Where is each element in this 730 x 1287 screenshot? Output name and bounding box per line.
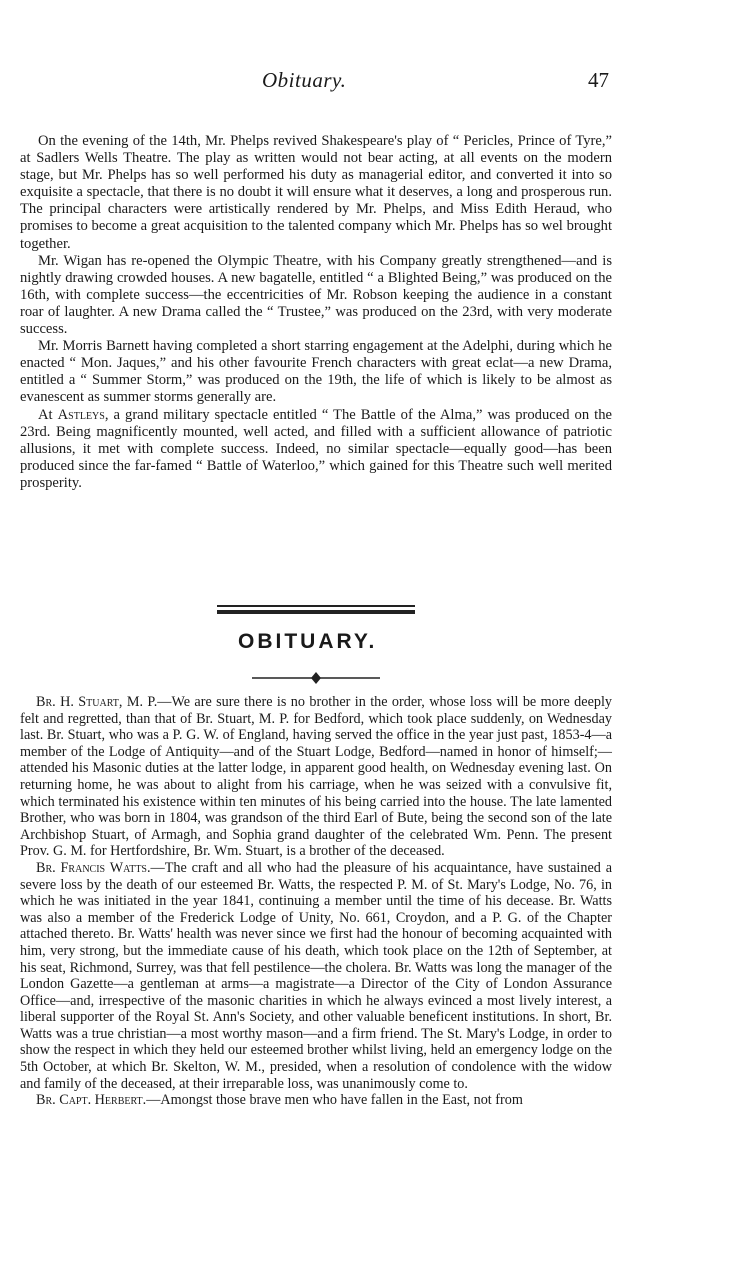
running-head [0,68,730,98]
paragraph-barnett: Mr. Morris Barnett having completed a short starring engagement at the Adelphi, during which he enacted “ Mon. Jaques,” and his other favourite French characters with great eclat—a new Drama, entitled a “ Summer Storm,” was produced on the 19th, the life of which is likely to be almost as evanescent as summer storms generally are. [20,338,612,406]
entry-text: —The craft and all who had the pleasure of his acquaintance, have sustained a severe loss by the death of our esteemed Br. Watts, the respected P. M. of St. Mary's Lodge, No. 76, in which he was initiated in the year 1841, continuing a member until the time of his decease. Br. Watts was also a member of the Frederick Lodge of Unity, No. 661, Croydon, and a P. G. of the Chapter attached thereto. Br. Watts' health was never since we first had the honour of becoming acquainted with him, very strong, but the immediate cause of his death, which took place on the 12th of September, at his seat, Richmond, Surrey, was that fell pestilence—the cholera. Br. Watts was long the manager of the London Gazette—a gentleman at arms—a magistrate—a Director of the City of London Assurance Office—and, irrespective of the masonic charities in which he always evinced a most lively interest, a liberal supporter of the Royal St. Ann's Society, and other valuable beneficent institutions. In short, Br. Watts was a true christian—a most worthy mason—and a firm friend. The St. Mary's Lodge, in order to show the respect in which they held our esteemed brother whilst living, held an emergency lodge on the 5th October, at which Br. Skelton, W. M., presided, when a resolution of condolence with the widow and family of the deceased, at their irreparable loss, was unanimously come to. [20,859,612,1092]
astleys-text: , a grand military spectacle entitled “ The Battle of the Alma,” was produced on the 23rd. Being magnificently mounted, well acted, and filled with a sufficient allowance of patriotic allusions, it met with complete success. Indeed, no similar spectacle—equally good—has been produced since the far-famed “ Battle of Waterloo,” which gained for this Theatre such well merited prosperity. [20,406,612,491]
entry-name: Br. Francis Watts. [36,859,151,876]
divider-thin-line [217,605,415,607]
obituary-heading: OBITUARY. [238,630,378,653]
section-divider-rule [217,605,415,614]
entry-name: Br. H. Stuart, M. P. [36,694,158,710]
entry-text: —We are sure there is no brother in the order, whose loss will be more deeply felt and regretted, than that of Br. Stuart, M. P. for Bedford, which took place suddenly, on Wednesday last. Br. Stuart, who was a P. G. W. of England, having served the office in the year just past, 1853-4—a member of the Lodge of Antiquity—and of the Stuart Lodge, Bedford—named in honor of himself;—attended his Masonic duties at the latter lodge, in apparent good health, on Wednesday evening last. On returning home, he was about to alight from his carriage, when he was seized with a convulsive fit, which terminated his existence within ten minutes of his being carried into the house. The late lamented Brother, who was born in 1804, was grandson of the third Earl of Bute, being the second son of the late Archbishop Stuart, of Armagh, and Sophia grand daughter of the celebrated Wm. Penn. The present Prov. G. M. for Hertfordshire, Br. Wm. Stuart, is a brother of the deceased. [20,694,612,860]
paragraph-astleys [20,407,612,492]
obituary-entries [20,694,612,1109]
running-title: Obituary. [262,68,347,92]
entry-name: Br. Capt. Herbert. [36,1092,147,1109]
diamond-rule-ornament-icon [252,671,380,685]
astleys-lead: At [38,406,58,423]
paragraph-wigan: Mr. Wigan has re-opened the Olympic Theatre, with his Company greatly strengthened—and is nightly drawing crowded houses. A new bagatelle, entitled “ a Blighted Being,” was produced on the 16th, with complete success—the eccentricities of Mr. Robson keeping the audience in a constant roar of laughter. A new Drama called the “ Trustee,” was produced on the 23rd, with very moderate success. [20,252,612,338]
page-number: 47 [588,68,609,92]
obituary-entry-stuart [20,694,612,860]
astleys-name: Astleys [57,406,105,423]
divider-thick-line [217,610,415,614]
entry-text: —Amongst those brave men who have fallen in the East, not from [146,1092,523,1109]
obituary-entry-watts [20,860,612,1092]
obituary-entry-herbert [20,1092,612,1109]
paragraph-phelps: On the evening of the 14th, Mr. Phelps revived Shakespeare's play of “ Pericles, Prince of Tyre,” at Sadlers Wells Theatre. The play as written would not bear acting, at all events on the modern stage, but Mr. Phelps has so well performed his duty as managerial editor, and converted it into so exquisite a spectacle, that there is no doubt it will ensure what it deserves, a long and prosperous run. The principal characters were artistically rendered by Mr. Phelps, and Miss Edith Heraud, who promises to become a great acquisition to the talented company which Mr. Phelps has so wel brought together. [20,133,612,252]
theatre-notes [20,133,612,492]
